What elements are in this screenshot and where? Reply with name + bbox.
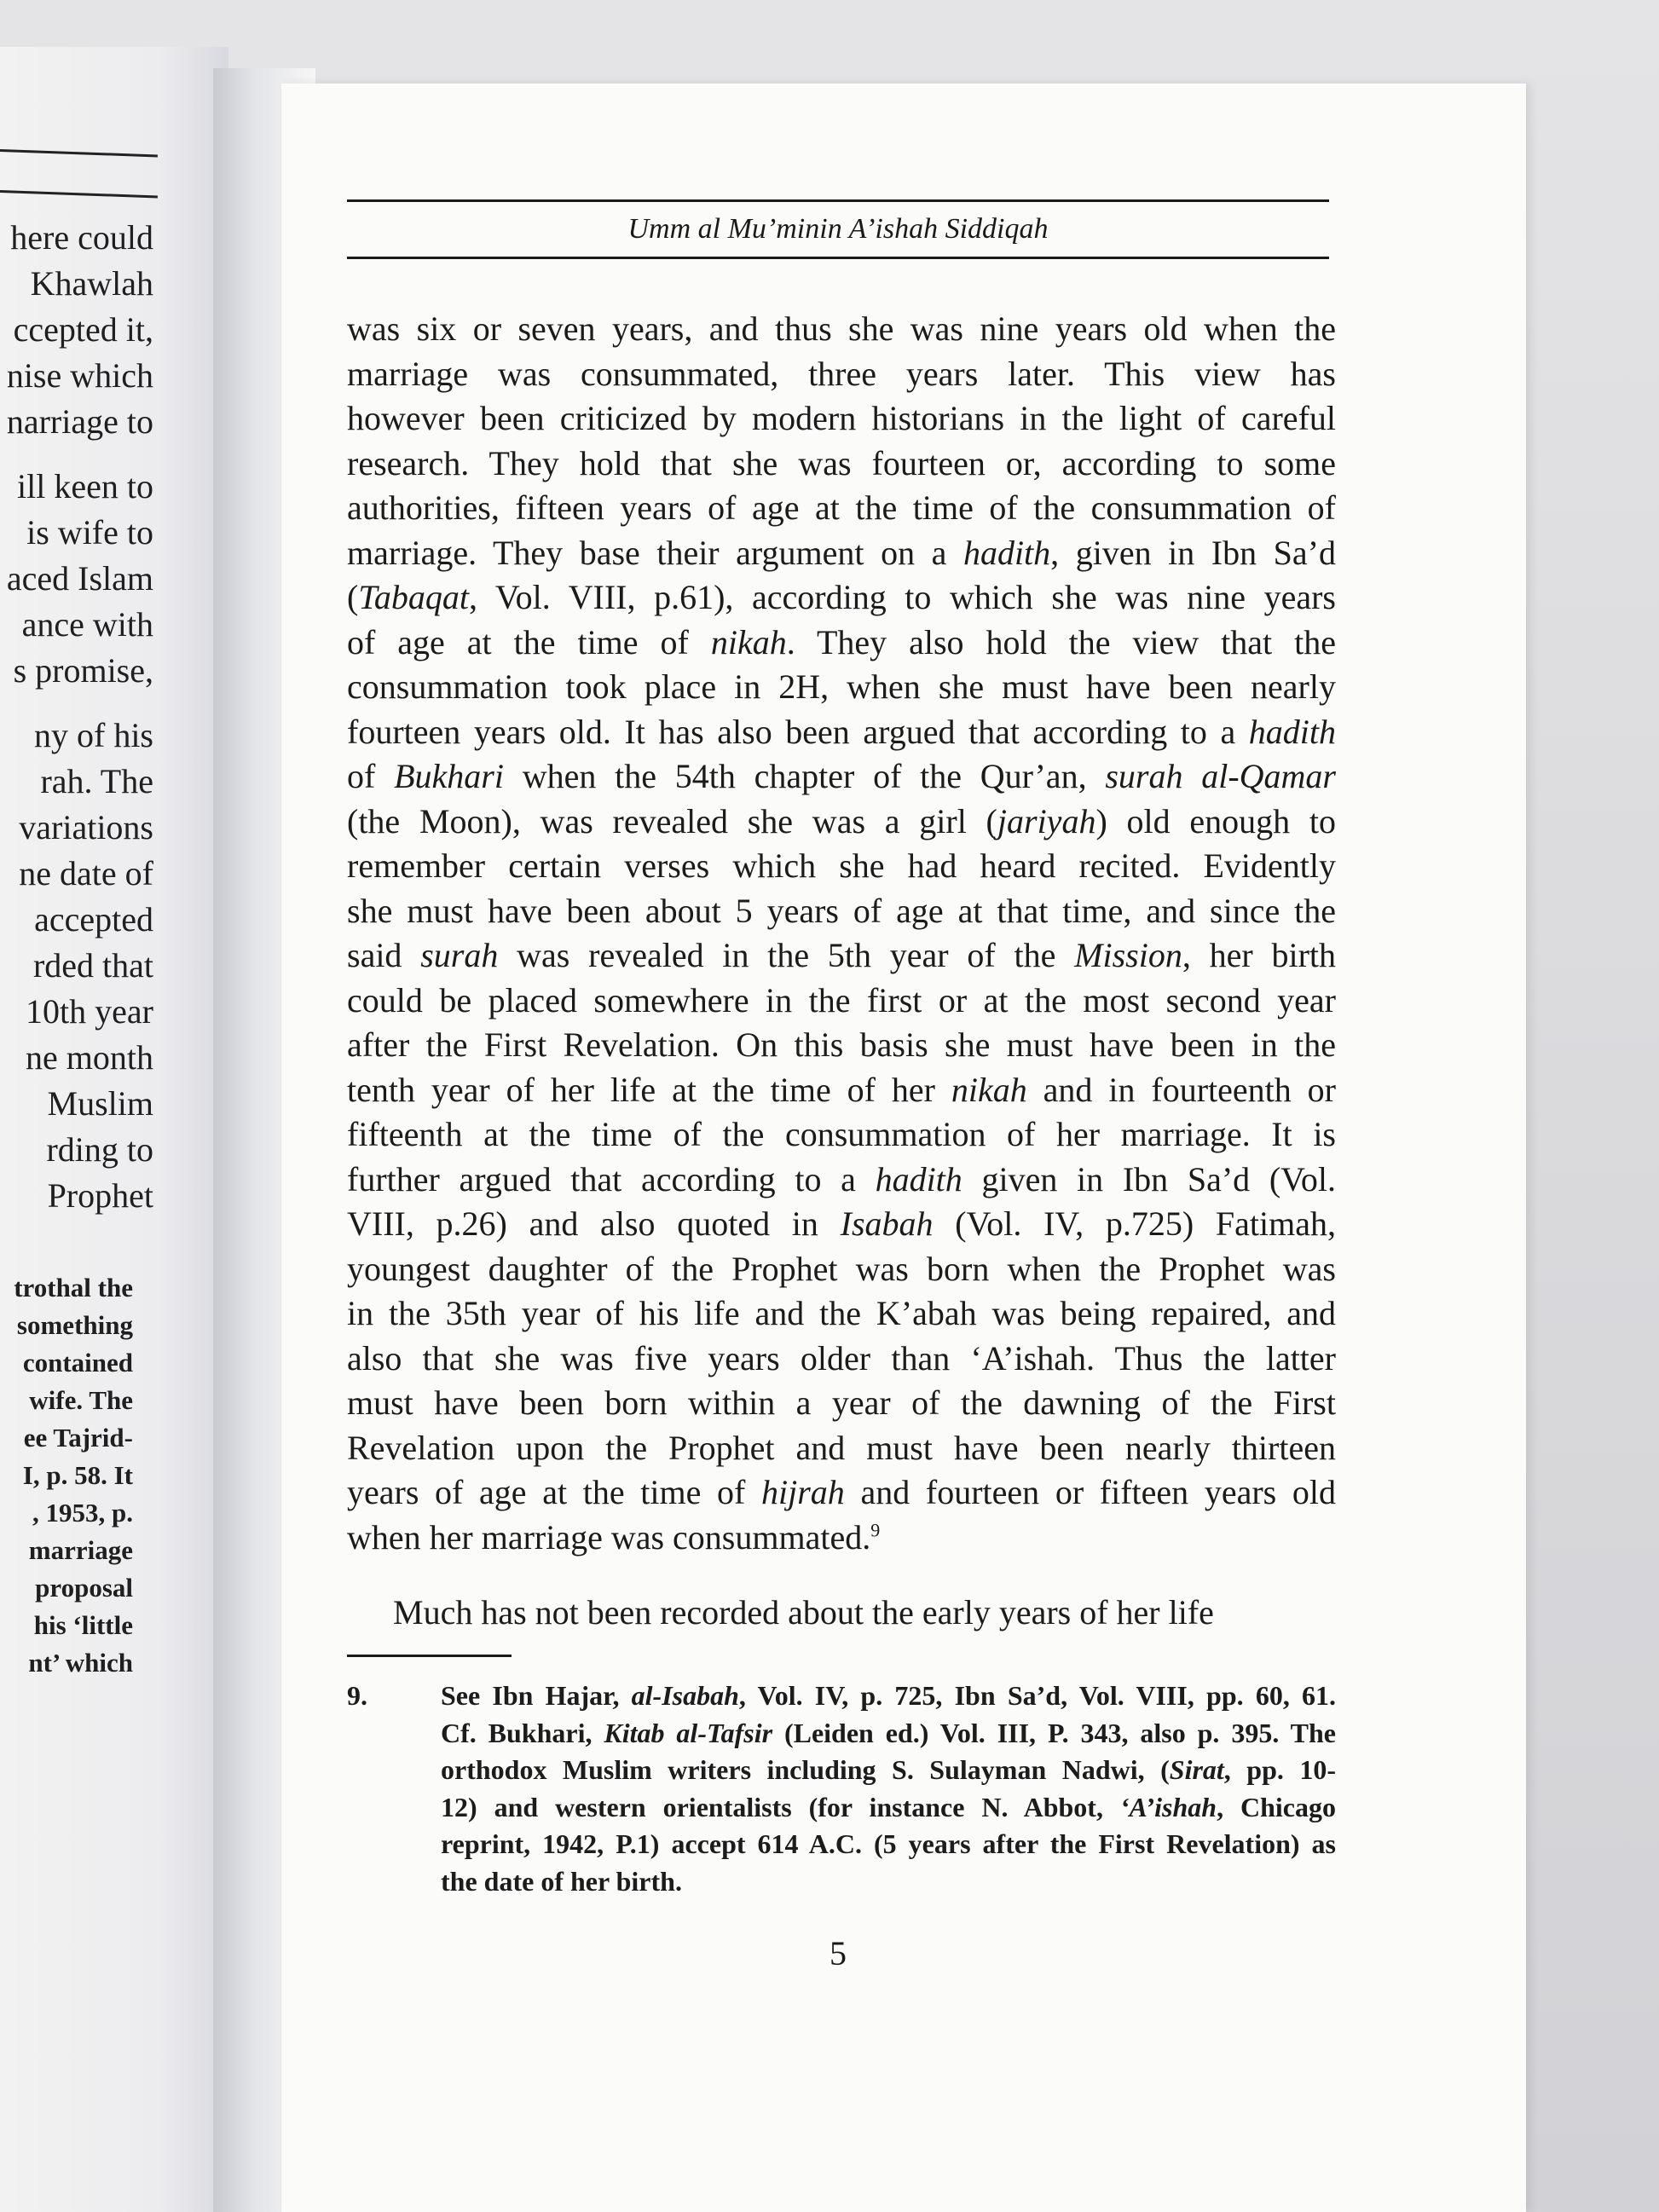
italic-term: surah bbox=[420, 936, 499, 974]
text-line bbox=[441, 1715, 1336, 1753]
text-run: however been criticized by modern historians in the light of careful bbox=[347, 399, 1336, 437]
text-run: consummation took place in 2H, when she must have been nearly bbox=[347, 667, 1336, 706]
text-run: the date of her birth. bbox=[441, 1865, 682, 1897]
text-line: rah. The bbox=[40, 762, 153, 800]
text-line: narriage to bbox=[6, 402, 153, 441]
text-line bbox=[347, 575, 1336, 621]
italic-term: Bukhari bbox=[394, 757, 504, 795]
text-run: , Chicago bbox=[1217, 1791, 1337, 1822]
text-line: ance with bbox=[21, 605, 153, 644]
text-line: Muslim bbox=[47, 1084, 153, 1123]
footnote-line: proposal bbox=[35, 1573, 133, 1603]
italic-term: hadith bbox=[962, 533, 1051, 572]
italic-term: Kitab al-Tafsir bbox=[604, 1717, 773, 1748]
footnote-line: I, p. 58. It bbox=[22, 1460, 133, 1490]
text-run: marriage. They base their argument on a bbox=[347, 533, 963, 572]
text-line bbox=[347, 307, 1336, 352]
italic-term: al-Isabah bbox=[631, 1680, 739, 1711]
text-run: when her marriage was consummated. bbox=[347, 1517, 871, 1556]
text-line bbox=[347, 665, 1336, 710]
italic-term: surah al-Qamar bbox=[1105, 757, 1336, 795]
text-line: nise which bbox=[6, 356, 153, 395]
text-run: reprint, 1942, P.1) accept 614 A.C. (5 years after the First Revelation) as bbox=[441, 1828, 1336, 1859]
text-run: fourteen years old. It has also been argued that according to a bbox=[347, 712, 1249, 751]
previous-page bbox=[0, 47, 228, 2212]
text-line bbox=[441, 1752, 1336, 1789]
italic-term: nikah bbox=[710, 622, 787, 661]
text-line bbox=[347, 1068, 1336, 1113]
text-run: and in fourteenth or bbox=[1026, 1070, 1336, 1109]
text-line: aced Islam bbox=[6, 559, 153, 598]
text-line bbox=[347, 1470, 1336, 1516]
text-run: youngest daughter of the Prophet was born when the Prophet was bbox=[347, 1249, 1336, 1288]
text-line bbox=[347, 396, 1336, 442]
italic-term: Sirat bbox=[1169, 1754, 1224, 1785]
text-line: ccepted it, bbox=[13, 310, 153, 349]
footnote-line: wife. The bbox=[29, 1385, 133, 1415]
text-line bbox=[347, 1381, 1336, 1426]
text-line bbox=[347, 800, 1336, 845]
text-run: See Ibn Hajar, bbox=[441, 1680, 632, 1711]
text-run: said bbox=[347, 936, 421, 974]
text-run: must have been born within a year of the dawning of the First bbox=[347, 1383, 1336, 1422]
footnote-marker[interactable]: 9 bbox=[870, 1519, 881, 1541]
text-line bbox=[347, 1158, 1336, 1203]
text-run: orthodox Muslim writers including S. Sulayman Nadwi, ( bbox=[441, 1754, 1170, 1785]
text-run: also that she was five years older than ‘A’ishah. Thus the latter bbox=[347, 1338, 1336, 1377]
text-run: was six or seven years, and thus she was nine years old when the bbox=[347, 309, 1336, 348]
text-run: , her birth bbox=[1182, 936, 1337, 974]
text-line: rded that bbox=[32, 946, 153, 985]
text-line bbox=[347, 844, 1336, 889]
text-line: accepted bbox=[34, 900, 153, 939]
text-line bbox=[441, 1789, 1336, 1827]
text-line bbox=[347, 710, 1336, 755]
text-run: ) old enough to bbox=[1095, 801, 1336, 840]
italic-term: hadith bbox=[875, 1159, 962, 1198]
text-run: when the 54th chapter of the Qur’an, bbox=[503, 757, 1106, 795]
running-head: Umm al Mu’minin A’ishah Siddiqah bbox=[627, 213, 1049, 245]
footnote-line: marriage bbox=[28, 1535, 133, 1565]
text-line: Khawlah bbox=[30, 264, 153, 303]
text-line: Much has not been recorded about the early years of her life bbox=[393, 1593, 1214, 1632]
text-line bbox=[347, 889, 1336, 934]
footnote-rule bbox=[347, 1655, 512, 1657]
italic-term: jariyah bbox=[997, 801, 1096, 840]
text-line bbox=[347, 621, 1336, 666]
text-line bbox=[441, 1863, 1336, 1901]
text-run: further argued that according to a bbox=[347, 1159, 876, 1198]
text-run: , Vol. VIII, p.61), according to which she was nine years bbox=[469, 578, 1336, 616]
footnote-text bbox=[441, 1678, 1336, 1900]
text-run: (Leiden ed.) Vol. III, P. 343, also p. 395. The bbox=[772, 1717, 1337, 1748]
header-rule-top bbox=[0, 149, 158, 157]
text-run: marriage was consummated, three years later. This view has bbox=[347, 354, 1336, 393]
text-run: remember certain verses which she had heard recited. Evidently bbox=[347, 846, 1336, 885]
text-run: she must have been about 5 years of age at that time, and since the bbox=[347, 891, 1336, 930]
footnote-line: something bbox=[16, 1310, 133, 1340]
text-line bbox=[441, 1826, 1336, 1863]
footnote-line: trothal the bbox=[14, 1273, 133, 1302]
text-run: , pp. 10- bbox=[1223, 1754, 1337, 1785]
text-run: could be placed somewhere in the first or at the most second year bbox=[347, 980, 1336, 1019]
text-run: was revealed in the 5th year of the bbox=[498, 936, 1075, 974]
text-line: Prophet bbox=[47, 1176, 153, 1215]
footnote-line: , 1953, p. bbox=[32, 1498, 133, 1528]
text-line: variations bbox=[19, 808, 153, 846]
text-run: 12) and western orientalists (for instance N. Abbot, bbox=[441, 1791, 1120, 1822]
text-line: ne month bbox=[26, 1038, 153, 1077]
text-line: ill keen to bbox=[17, 467, 153, 505]
text-run: authorities, fifteen years of age at the time of the consummation of bbox=[347, 488, 1336, 527]
header-rule-bottom bbox=[347, 257, 1329, 259]
header-rule-bottom bbox=[0, 190, 158, 198]
text-line: s promise, bbox=[13, 651, 153, 690]
text-run: Cf. Bukhari, bbox=[441, 1717, 604, 1748]
text-line: is wife to bbox=[26, 513, 153, 552]
paragraph bbox=[347, 307, 1336, 1560]
text-line bbox=[347, 1516, 1336, 1561]
text-run: , given in Ibn Sa’d bbox=[1050, 533, 1337, 572]
italic-term: Tabaqat bbox=[358, 578, 470, 616]
text-run: years of age at the time of bbox=[347, 1473, 762, 1511]
text-line bbox=[347, 1291, 1336, 1337]
text-line bbox=[347, 486, 1336, 531]
italic-term: nikah bbox=[951, 1070, 1027, 1109]
footnote-line: nt’ which bbox=[28, 1648, 133, 1678]
paragraph bbox=[347, 1591, 1336, 1636]
header-rule-top bbox=[347, 199, 1329, 202]
text-line bbox=[347, 352, 1336, 397]
text-run: fifteenth at the time of the consummation of her marriage. It is bbox=[347, 1115, 1336, 1153]
footnote-line: contained bbox=[22, 1348, 133, 1377]
italic-term: hadith bbox=[1248, 712, 1336, 751]
text-line bbox=[347, 442, 1336, 487]
text-line bbox=[441, 1678, 1336, 1715]
text-run: (Vol. IV, p.725) Fatimah, bbox=[933, 1204, 1336, 1243]
text-line bbox=[347, 1337, 1336, 1382]
footnote-line: his ‘little bbox=[33, 1610, 133, 1640]
text-line bbox=[347, 1247, 1336, 1292]
text-run: VIII, p.26) and also quoted in bbox=[347, 1204, 841, 1243]
page-number: 5 bbox=[830, 1934, 847, 1972]
text-run: , Vol. IV, p. 725, Ibn Sa’d, Vol. VIII, pp. 60, 61. bbox=[738, 1680, 1337, 1711]
text-run: given in Ibn Sa’d (Vol. bbox=[962, 1159, 1336, 1198]
text-run: . They also hold the view that the bbox=[786, 622, 1336, 661]
text-line bbox=[347, 1426, 1336, 1471]
text-line bbox=[347, 1202, 1336, 1247]
text-line bbox=[347, 531, 1336, 576]
text-line: rding to bbox=[46, 1130, 153, 1169]
text-run: Revelation upon the Prophet and must have been nearly thirteen bbox=[347, 1428, 1336, 1467]
text-run: tenth year of her life at the time of her bbox=[347, 1070, 951, 1109]
text-line: 10th year bbox=[26, 992, 153, 1031]
italic-term: hijrah bbox=[761, 1473, 845, 1511]
text-line bbox=[347, 1023, 1336, 1068]
text-run: after the First Revelation. On this basis she must have been in the bbox=[347, 1025, 1336, 1064]
text-run: research. They hold that she was fourteen or, according to some bbox=[347, 443, 1336, 482]
text-run: ( bbox=[347, 578, 359, 616]
text-run: of bbox=[347, 757, 395, 795]
text-run: (the Moon), was revealed she was a girl ( bbox=[347, 801, 997, 840]
book-page bbox=[281, 84, 1526, 2212]
footnote-line: ee Tajrid- bbox=[23, 1423, 133, 1453]
italic-term: Isabah bbox=[840, 1204, 934, 1243]
text-run: and fourteen or fifteen years old bbox=[844, 1473, 1337, 1511]
text-line bbox=[347, 754, 1336, 800]
footnote-number: 9. bbox=[347, 1680, 367, 1711]
text-run: of age at the time of bbox=[347, 622, 711, 661]
body-text bbox=[347, 307, 1336, 1636]
text-line bbox=[347, 933, 1336, 979]
text-line bbox=[347, 1112, 1336, 1158]
text-line: here could bbox=[10, 218, 153, 257]
text-line: ne date of bbox=[19, 854, 153, 892]
text-run: in the 35th year of his life and the K’abah was being repaired, and bbox=[347, 1294, 1336, 1332]
italic-term: ‘A’ishah bbox=[1119, 1791, 1217, 1822]
text-line: ny of his bbox=[34, 716, 153, 754]
text-line bbox=[347, 979, 1336, 1024]
italic-term: Mission bbox=[1074, 936, 1182, 974]
